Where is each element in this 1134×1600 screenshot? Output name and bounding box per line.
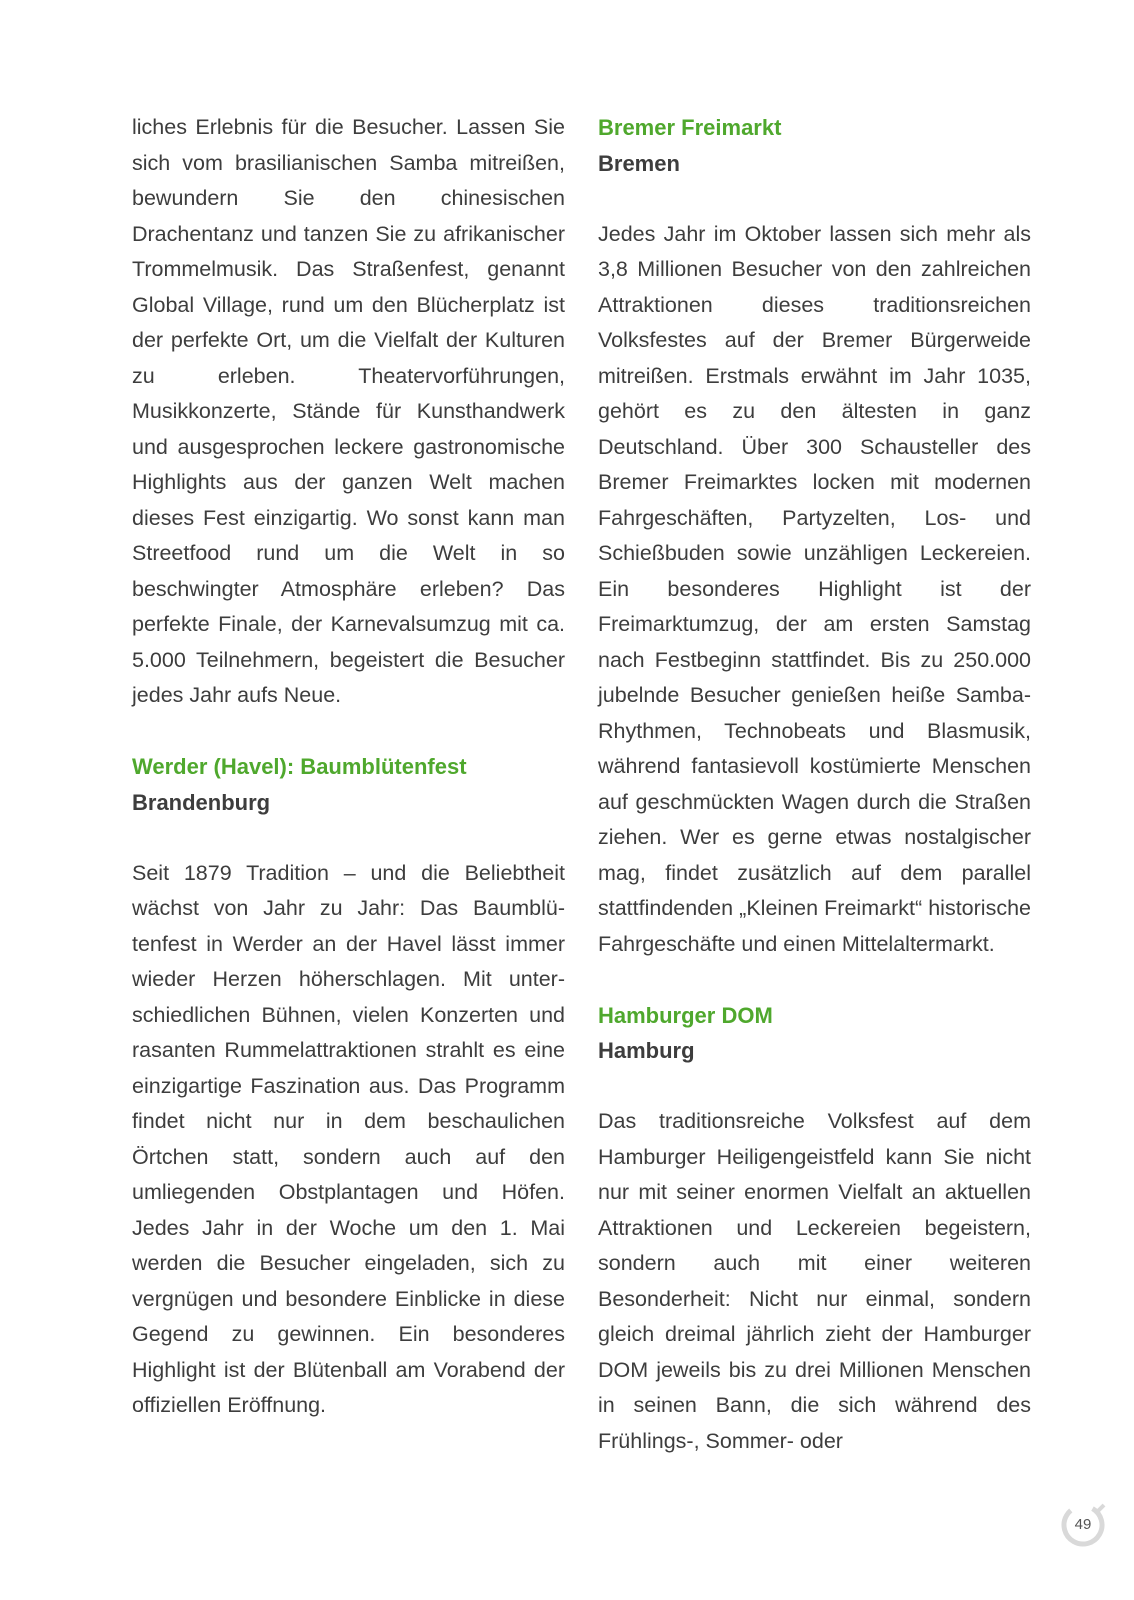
section-paragraph: Seit 1879 Tradition – und die Beliebtheit wächst von Jahr zu Jahr: Das Baumblütenfest in Werder an der Havel lässt immer wieder Herzen höherschlagen. Mit unterschiedlichen Bühnen, vielen Konzerten und rasanten Rummelattraktionen strahlt es eine einzigartige Faszination aus. Das Programm findet nicht nur in dem beschaulichen Örtchen statt, sondern auch auf den umliegenden Obstplantagen und Höfen. Jedes Jahr in der Woche um den 1. Mai werden die Besucher eingeladen, sich zu vergnügen und besondere Einblicke in diese Gegend zu gewinnen. Ein besonderes Highlight ist der Blütenball am Vorabend der offiziellen Eröffnung. <box>132 860 565 1417</box>
section-title: Hamburger DOM <box>598 1002 773 1028</box>
section-region: Bremen <box>598 150 680 176</box>
section-hamburg <box>598 998 1031 1460</box>
section-paragraph: Das traditionsreiche Volksfest auf dem Hamburger Heiligengeistfeld kann Sie nicht nur mit seiner enormen Vielfalt an aktuellen Attraktionen und Leckereien begeistern, sondern auch mit einer weiteren Besonderheit: Nicht nur einmal, sondern gleich dreimal jährlich zieht der Hamburger DOM jeweils bis zu drei Millionen Menschen in seinen Bann, die sich während des Frühlings-, Sommer- oder <box>598 1109 1031 1453</box>
section-bremen <box>598 110 1031 962</box>
page-number-badge <box>1060 1502 1106 1548</box>
section-region: Hamburg <box>598 1038 695 1063</box>
section-werder <box>132 749 565 1424</box>
right-column <box>598 110 1031 1459</box>
section-region: Brandenburg <box>132 789 271 815</box>
section-title: Bremer Freimarkt <box>598 115 782 140</box>
intro-paragraph: liches Erlebnis für die Besucher. Lassen Sie sich vom brasilianischen Samba mitreißen, bewundern Sie den chinesischen Drachentanz und tanzen Sie zu afrikanischer Trommelmusik. Das Straßenfest, genannt Global Village, rund um den Blücherplatz ist der perfekte Ort, um die Vielfalt der Kulturen zu erleben. Theatervorführungen, Musikkonzerte, Stände für Kunsthandwerk und ausgesprochen leckere gastronomische Highlights aus der ganzen Welt machen dieses Fest einzigartig. Wo sonst kann man Streetfood rund um die Welt in so beschwingter Atmosphäre erleben? Das perfekte Finale, der Karnevalsumzug mit ca. 5.000 Teilnehmern, begeistert die Besucher jedes Jahr aufs Neue. <box>132 115 565 707</box>
page-number: 49 <box>1074 1516 1092 1533</box>
left-column <box>132 110 565 1424</box>
section-title: Werder (Havel): Baumblütenfest <box>132 754 467 779</box>
section-paragraph: Jedes Jahr im Oktober lassen sich mehr als 3,8 Millionen Besucher von den zahlreichen Attraktionen dieses traditionsreichen Volksfestes auf der Bremer Bürgerweide mitreißen. Erstmals erwähnt im Jahr 1035, gehört es zu den ältesten in ganz Deutschland. Über 300 Schausteller des Bremer Freimarktes locken mit modernen Fahrgeschäften, Partyzelten, Los- und Schießbuden sowie unzähligen Leckereien. Ein besonderes Highlight ist der Freimarktumzug, der am ersten Samstag nach Festbeginn stattfindet. Bis zu 250.000 jubelnde Besucher genießen heiße Samba-Rhythmen, Technobeats und Blasmusik, während fantasievoll kostümierte Menschen auf geschmückten Wagen durch die Straßen ziehen. Wer es gerne etwas nostalgischer mag, findet zusätzlich auf dem parallel stattfindenden „Kleinen Freimarkt“ historische Fahrgeschäfte und einen Mittelaltermarkt. <box>598 221 1031 956</box>
